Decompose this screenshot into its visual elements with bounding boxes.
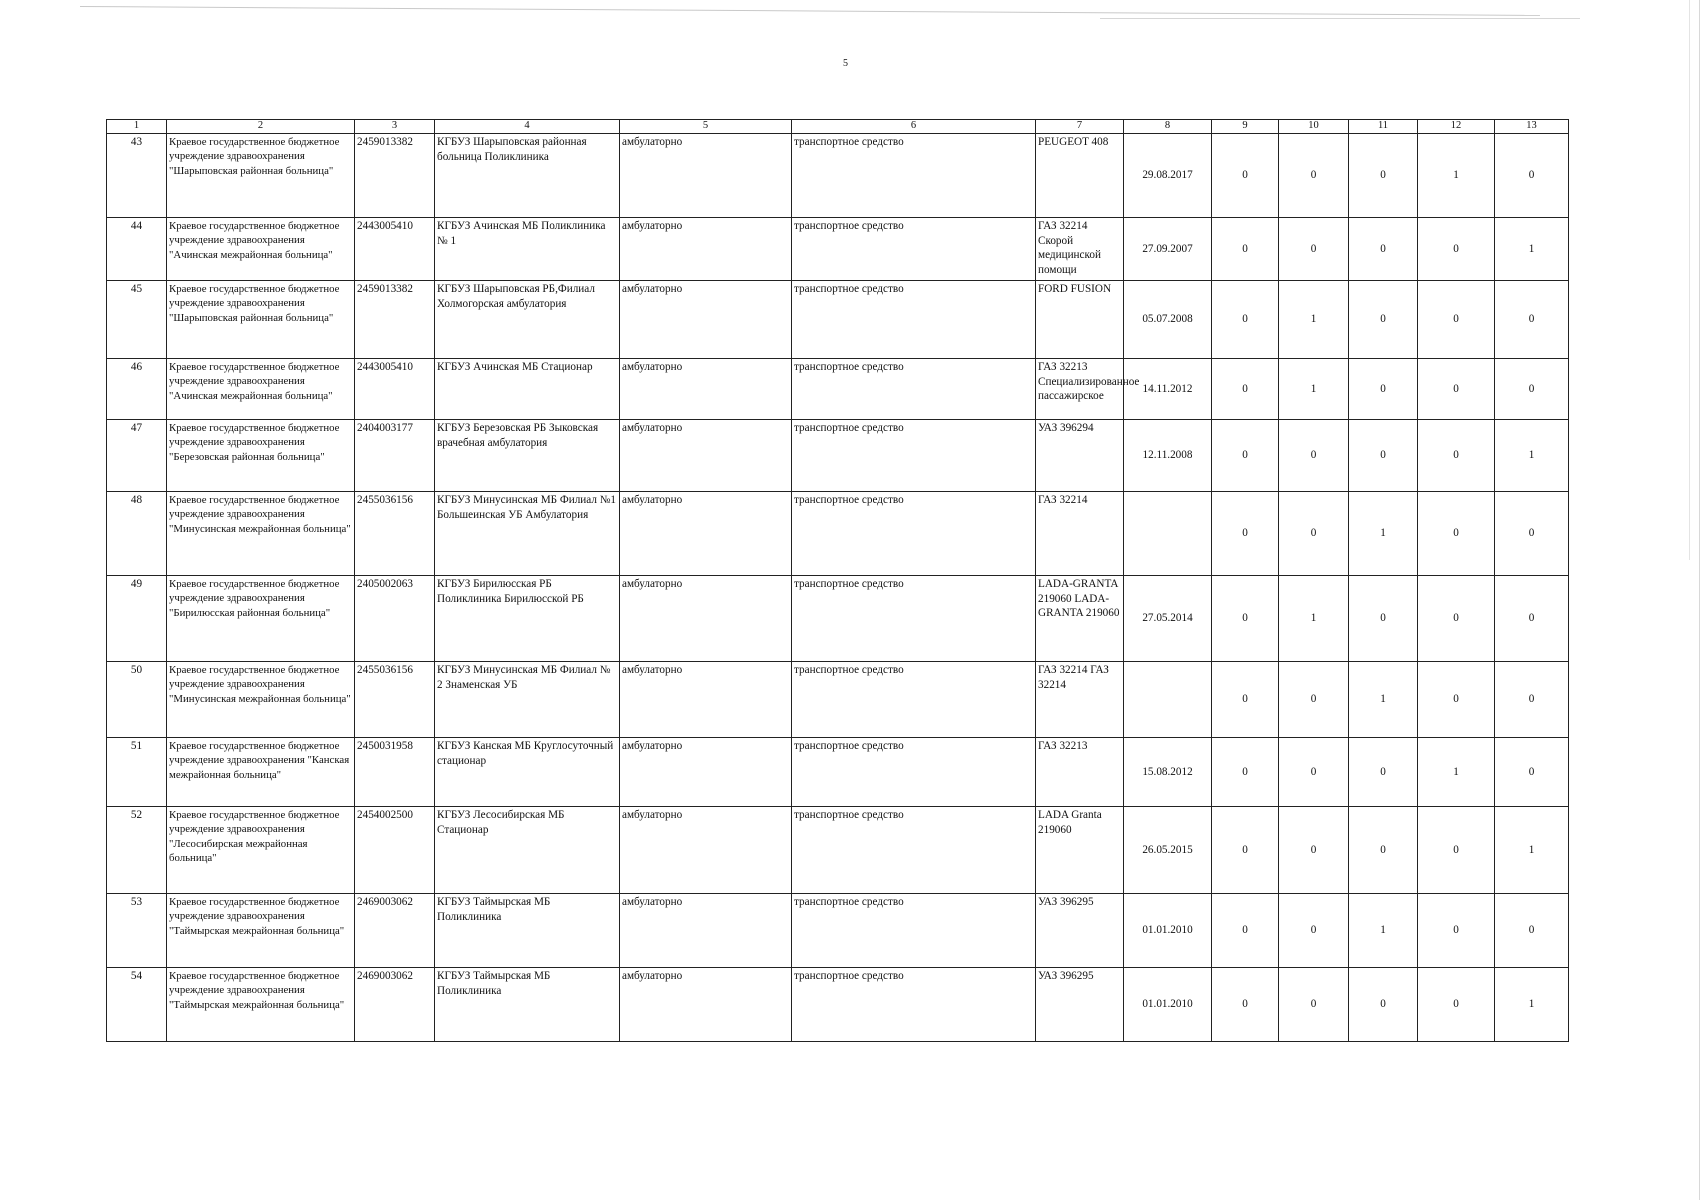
column-number-cell: 2 (167, 120, 355, 134)
vehicle-model: ГАЗ 32213 Специализированное пассажирское (1036, 359, 1124, 420)
organization-name: Краевое государственное бюджетное учреждение здравоохранения "Бирилюсская районная больница" (167, 576, 355, 662)
value-col-9: 0 (1212, 420, 1279, 492)
organization-name: Краевое государственное бюджетное учреждение здравоохранения "Шарыповская районная больница" (167, 134, 355, 218)
table-row (107, 894, 1569, 968)
inn-code: 2459013382 (355, 134, 435, 218)
row-number: 51 (107, 738, 167, 807)
scan-edge (1699, 0, 1700, 1200)
value-col-10: 0 (1279, 492, 1349, 576)
unit-name: КГБУЗ Шарыповская районная больница Поликлиника (435, 134, 620, 218)
organization-name: Краевое государственное бюджетное учреждение здравоохранения "Таймырская межрайонная больница" (167, 894, 355, 968)
value-col-13: 1 (1495, 218, 1569, 281)
unit-name: КГБУЗ Бирилюсская РБ Поликлиника Бирилюсской РБ (435, 576, 620, 662)
resource-kind: транспортное средство (792, 281, 1036, 359)
row-number: 47 (107, 420, 167, 492)
resource-kind: транспортное средство (792, 420, 1036, 492)
resource-kind: транспортное средство (792, 134, 1036, 218)
resource-kind: транспортное средство (792, 738, 1036, 807)
issue-date: 15.08.2012 (1124, 738, 1212, 807)
value-col-11: 1 (1349, 894, 1418, 968)
value-col-10: 0 (1279, 968, 1349, 1042)
inn-code: 2469003062 (355, 968, 435, 1042)
unit-name: КГБУЗ Таймырская МБ Поликлиника (435, 894, 620, 968)
organization-name: Краевое государственное бюджетное учреждение здравоохранения "Лесосибирская межрайонная больница" (167, 807, 355, 894)
value-col-9: 0 (1212, 968, 1279, 1042)
inn-code: 2469003062 (355, 894, 435, 968)
care-mode: амбулаторно (620, 738, 792, 807)
value-col-13: 0 (1495, 738, 1569, 807)
column-number-cell: 5 (620, 120, 792, 134)
table-row (107, 576, 1569, 662)
column-number-cell: 6 (792, 120, 1036, 134)
resource-kind: транспортное средство (792, 359, 1036, 420)
value-col-10: 0 (1279, 134, 1349, 218)
vehicle-model: LADA Granta 219060 (1036, 807, 1124, 894)
care-mode: амбулаторно (620, 359, 792, 420)
value-col-11: 0 (1349, 738, 1418, 807)
unit-name: КГБУЗ Березовская РБ Зыковская врачебная амбулатория (435, 420, 620, 492)
scan-artifact-line (80, 6, 1540, 16)
resource-kind: транспортное средство (792, 576, 1036, 662)
issue-date: 05.07.2008 (1124, 281, 1212, 359)
table-row (107, 359, 1569, 420)
value-col-12: 0 (1418, 662, 1495, 738)
value-col-11: 0 (1349, 281, 1418, 359)
unit-name: КГБУЗ Таймырская МБ Поликлиника (435, 968, 620, 1042)
page-number: 5 (843, 58, 848, 69)
table-row (107, 662, 1569, 738)
value-col-12: 0 (1418, 492, 1495, 576)
value-col-13: 0 (1495, 576, 1569, 662)
value-col-9: 0 (1212, 492, 1279, 576)
value-col-13: 1 (1495, 968, 1569, 1042)
table-row (107, 807, 1569, 894)
resource-kind: транспортное средство (792, 218, 1036, 281)
column-number-cell: 4 (435, 120, 620, 134)
value-col-12: 0 (1418, 420, 1495, 492)
vehicle-model: УАЗ 396295 (1036, 894, 1124, 968)
inn-code: 2455036156 (355, 492, 435, 576)
issue-date (1124, 662, 1212, 738)
vehicle-model: ГАЗ 32214 Скорой медицинской помощи (1036, 218, 1124, 281)
value-col-11: 0 (1349, 968, 1418, 1042)
column-number-cell: 1 (107, 120, 167, 134)
unit-name: КГБУЗ Канская МБ Круглосуточный стационар (435, 738, 620, 807)
value-col-13: 0 (1495, 281, 1569, 359)
value-col-10: 1 (1279, 359, 1349, 420)
row-number: 44 (107, 218, 167, 281)
value-col-10: 1 (1279, 576, 1349, 662)
resource-kind: транспортное средство (792, 662, 1036, 738)
value-col-13: 0 (1495, 359, 1569, 420)
value-col-12: 0 (1418, 807, 1495, 894)
scan-edge (1689, 0, 1690, 560)
value-col-9: 0 (1212, 894, 1279, 968)
value-col-10: 0 (1279, 662, 1349, 738)
column-number-cell: 3 (355, 120, 435, 134)
value-col-11: 0 (1349, 359, 1418, 420)
vehicle-model: PEUGEOT 408 (1036, 134, 1124, 218)
vehicle-model: FORD FUSION (1036, 281, 1124, 359)
value-col-9: 0 (1212, 134, 1279, 218)
table-row (107, 134, 1569, 218)
value-col-10: 0 (1279, 807, 1349, 894)
table-row (107, 281, 1569, 359)
value-col-10: 0 (1279, 420, 1349, 492)
care-mode: амбулаторно (620, 807, 792, 894)
issue-date: 01.01.2010 (1124, 894, 1212, 968)
vehicle-registry-table (106, 119, 1569, 1042)
care-mode: амбулаторно (620, 134, 792, 218)
value-col-12: 0 (1418, 968, 1495, 1042)
value-col-12: 0 (1418, 894, 1495, 968)
value-col-13: 0 (1495, 662, 1569, 738)
unit-name: КГБУЗ Минусинская МБ Филиал № 2 Знаменская УБ (435, 662, 620, 738)
inn-code: 2450031958 (355, 738, 435, 807)
organization-name: Краевое государственное бюджетное учреждение здравоохранения "Минусинская межрайонная больница" (167, 492, 355, 576)
vehicle-model: ГАЗ 32214 (1036, 492, 1124, 576)
inn-code: 2404003177 (355, 420, 435, 492)
row-number: 43 (107, 134, 167, 218)
column-number-cell: 13 (1495, 120, 1569, 134)
care-mode: амбулаторно (620, 420, 792, 492)
table-row (107, 968, 1569, 1042)
value-col-12: 0 (1418, 359, 1495, 420)
care-mode: амбулаторно (620, 218, 792, 281)
value-col-12: 1 (1418, 738, 1495, 807)
value-col-11: 1 (1349, 662, 1418, 738)
unit-name: КГБУЗ Лесосибирская МБ Стационар (435, 807, 620, 894)
issue-date (1124, 492, 1212, 576)
unit-name: КГБУЗ Шарыповская РБ,Филиал Холмогорская амбулатория (435, 281, 620, 359)
value-col-11: 0 (1349, 576, 1418, 662)
care-mode: амбулаторно (620, 662, 792, 738)
resource-kind: транспортное средство (792, 492, 1036, 576)
inn-code: 2455036156 (355, 662, 435, 738)
issue-date: 14.11.2012 (1124, 359, 1212, 420)
unit-name: КГБУЗ Ачинская МБ Стационар (435, 359, 620, 420)
vehicle-model: ГАЗ 32214 ГАЗ 32214 (1036, 662, 1124, 738)
value-col-12: 0 (1418, 281, 1495, 359)
issue-date: 12.11.2008 (1124, 420, 1212, 492)
row-number: 46 (107, 359, 167, 420)
column-number-cell: 9 (1212, 120, 1279, 134)
row-number: 48 (107, 492, 167, 576)
value-col-9: 0 (1212, 359, 1279, 420)
value-col-13: 0 (1495, 894, 1569, 968)
care-mode: амбулаторно (620, 492, 792, 576)
value-col-10: 0 (1279, 738, 1349, 807)
value-col-10: 0 (1279, 218, 1349, 281)
resource-kind: транспортное средство (792, 968, 1036, 1042)
issue-date: 01.01.2010 (1124, 968, 1212, 1042)
value-col-13: 0 (1495, 134, 1569, 218)
care-mode: амбулаторно (620, 894, 792, 968)
issue-date: 26.05.2015 (1124, 807, 1212, 894)
vehicle-model: УАЗ 396295 (1036, 968, 1124, 1042)
value-col-9: 0 (1212, 218, 1279, 281)
value-col-13: 1 (1495, 807, 1569, 894)
vehicle-model: ГАЗ 32213 (1036, 738, 1124, 807)
value-col-11: 0 (1349, 218, 1418, 281)
vehicle-model: УАЗ 396294 (1036, 420, 1124, 492)
column-number-cell: 7 (1036, 120, 1124, 134)
column-number-cell: 12 (1418, 120, 1495, 134)
value-col-12: 1 (1418, 134, 1495, 218)
value-col-11: 1 (1349, 492, 1418, 576)
value-col-9: 0 (1212, 576, 1279, 662)
organization-name: Краевое государственное бюджетное учреждение здравоохранения "Минусинская межрайонная больница" (167, 662, 355, 738)
value-col-10: 0 (1279, 894, 1349, 968)
inn-code: 2405002063 (355, 576, 435, 662)
column-number-cell: 11 (1349, 120, 1418, 134)
value-col-9: 0 (1212, 807, 1279, 894)
organization-name: Краевое государственное бюджетное учреждение здравоохранения "Ачинская межрайонная больница" (167, 359, 355, 420)
row-number: 52 (107, 807, 167, 894)
value-col-11: 0 (1349, 807, 1418, 894)
inn-code: 2459013382 (355, 281, 435, 359)
value-col-13: 1 (1495, 420, 1569, 492)
inn-code: 2454002500 (355, 807, 435, 894)
care-mode: амбулаторно (620, 576, 792, 662)
row-number: 49 (107, 576, 167, 662)
issue-date: 27.05.2014 (1124, 576, 1212, 662)
care-mode: амбулаторно (620, 968, 792, 1042)
organization-name: Краевое государственное бюджетное учреждение здравоохранения "Шарыповская районная больница" (167, 281, 355, 359)
value-col-12: 0 (1418, 218, 1495, 281)
value-col-9: 0 (1212, 738, 1279, 807)
value-col-13: 0 (1495, 492, 1569, 576)
column-number-cell: 10 (1279, 120, 1349, 134)
resource-kind: транспортное средство (792, 807, 1036, 894)
table-row (107, 492, 1569, 576)
column-number-row (107, 120, 1569, 134)
value-col-9: 0 (1212, 662, 1279, 738)
column-number-cell: 8 (1124, 120, 1212, 134)
table-row (107, 420, 1569, 492)
row-number: 53 (107, 894, 167, 968)
value-col-11: 0 (1349, 134, 1418, 218)
issue-date: 27.09.2007 (1124, 218, 1212, 281)
organization-name: Краевое государственное бюджетное учреждение здравоохранения "Березовская районная больница" (167, 420, 355, 492)
organization-name: Краевое государственное бюджетное учреждение здравоохранения "Таймырская межрайонная больница" (167, 968, 355, 1042)
resource-kind: транспортное средство (792, 894, 1036, 968)
inn-code: 2443005410 (355, 359, 435, 420)
organization-name: Краевое государственное бюджетное учреждение здравоохранения "Канская межрайонная больница" (167, 738, 355, 807)
organization-name: Краевое государственное бюджетное учреждение здравоохранения "Ачинская межрайонная больница" (167, 218, 355, 281)
row-number: 50 (107, 662, 167, 738)
table-row (107, 738, 1569, 807)
unit-name: КГБУЗ Ачинская МБ Поликлиника № 1 (435, 218, 620, 281)
care-mode: амбулаторно (620, 281, 792, 359)
vehicle-model: LADA-GRANTA 219060 LADA-GRANTA 219060 (1036, 576, 1124, 662)
table-row (107, 218, 1569, 281)
scan-artifact-line (1100, 18, 1580, 19)
value-col-12: 0 (1418, 576, 1495, 662)
value-col-9: 0 (1212, 281, 1279, 359)
issue-date: 29.08.2017 (1124, 134, 1212, 218)
unit-name: КГБУЗ Минусинская МБ Филиал №1 Большеинская УБ Амбулатория (435, 492, 620, 576)
value-col-10: 1 (1279, 281, 1349, 359)
row-number: 54 (107, 968, 167, 1042)
value-col-11: 0 (1349, 420, 1418, 492)
row-number: 45 (107, 281, 167, 359)
inn-code: 2443005410 (355, 218, 435, 281)
